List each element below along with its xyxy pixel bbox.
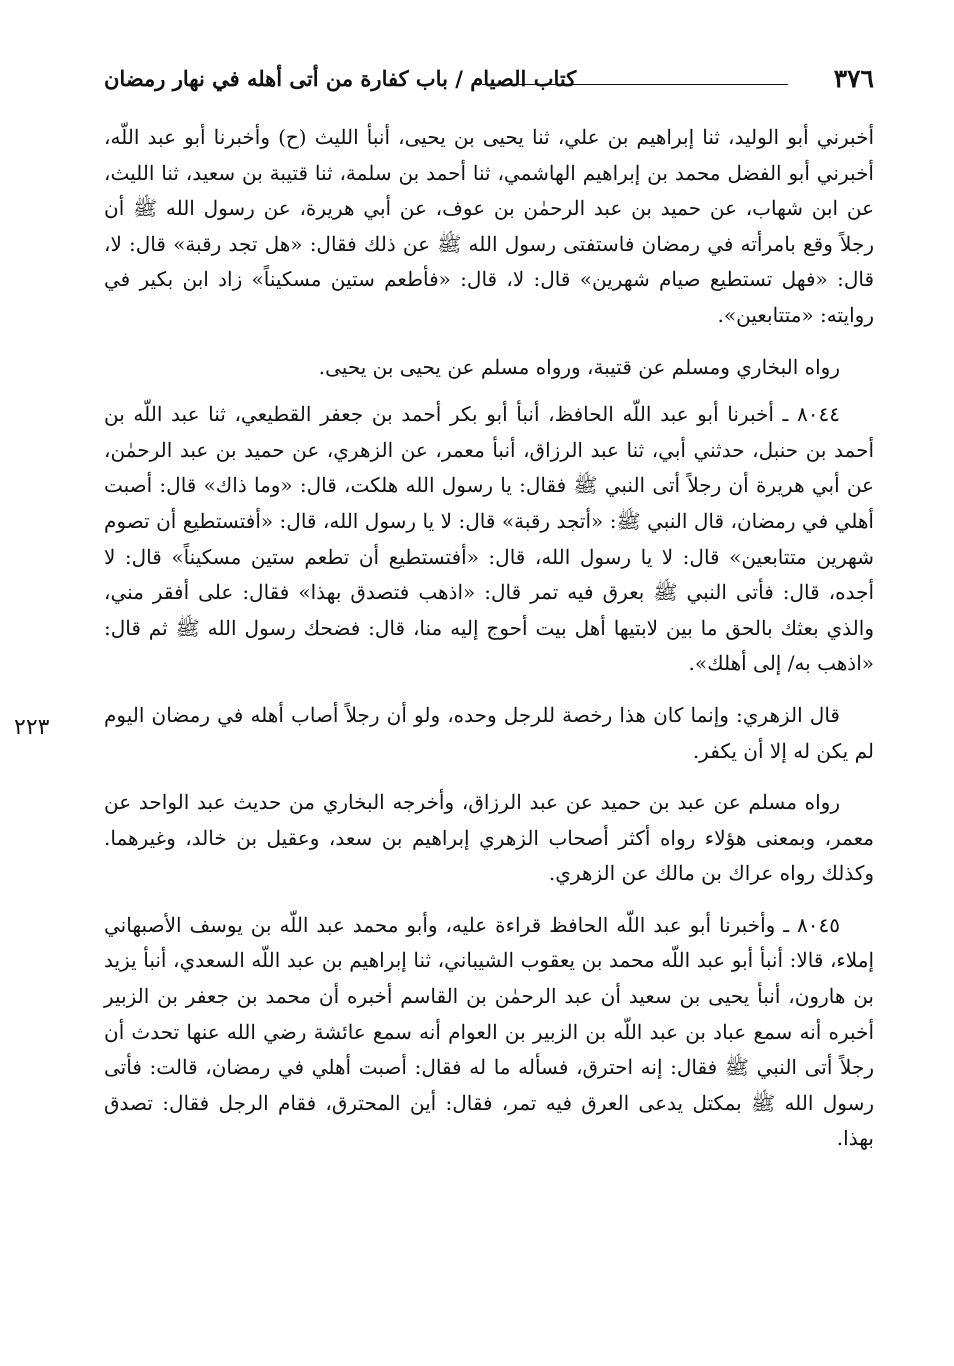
margin-volume-page-note: ٢٢٣ bbox=[14, 715, 50, 740]
paragraph-takhrij-1: رواه البخاري ومسلم عن قتيبة، ورواه مسلم عن يحيى بن يحيى. bbox=[318, 354, 840, 379]
page-number: ٣٧٦ bbox=[833, 64, 874, 93]
page-header bbox=[104, 60, 874, 102]
paragraph-zuhri-note: قال الزهري: وإنما كان هذا رخصة للرجل وحده، ولو أن رجلاً أصاب أهله في رمضان اليوم لم يكن له إلا أن يكفر. bbox=[104, 702, 874, 763]
paragraph-hadith-8044: ٨٠٤٤ ـ أخبرنا أبو عبد اللّه الحافظ، أنبأ أبو بكر أحمد بن جعفر القطيعي، ثنا عبد اللّه بن أحمد بن حنبل، حدثني أبي، ثنا عبد الرزاق، أنبأ معمر، عن الزهري، عن حميد بن عبد الرحمٰن، عن أبي هريرة أن رجلاً أتى النبي ﷺ فقال: يا رسول الله هلكت، قال: «وما ذاك» قال: أصبت أهلي في رمضان، قال النبي ﷺ: «أتجد رقبة» قال: لا يا رسول الله، قال: «أفتستطيع أن تصوم شهرين متتابعين» قال: لا يا رسول الله، قال: «أفتستطيع أن تطعم ستين مسكيناً» قال: لا أجده، قال: فأتى النبي ﷺ بعرق فيه تمر قال: «اذهب فتصدق بهذا» فقال: على أفقر مني، والذي بعثك بالحق ما بين لابتيها أهل بيت أحوج إليه منا، قال: فضحك رسول الله ﷺ ثم قال: «اذهب به/ إلى أهلك». bbox=[104, 402, 874, 676]
body-text bbox=[104, 120, 874, 1173]
paragraph-takhrij-2: رواه مسلم عن عبد بن حميد عن عبد الرزاق، وأخرجه البخاري من حديث عبد الواحد عن معمر، وبمعنى هؤلاء رواه أكثر أصحاب الزهري إبراهيم بن سعد، وعقيل بن خالد، وغيرهما. وكذلك رواه عراك بن مالك عن الزهري. bbox=[104, 790, 874, 886]
paragraph-hadith-8045: ٨٠٤٥ ـ وأخبرنا أبو عبد اللّه الحافظ قراءة عليه، وأبو محمد عبد اللّه بن يوسف الأصبهاني إملاء، قالا: أنبأ أبو عبد اللّه محمد بن يعقوب الشيباني، ثنا إبراهيم بن عبد اللّه السعدي، أنبأ يزيد بن هارون، أنبأ يحيى بن سعيد أن عبد الرحمٰن بن القاسم أخبره أن محمد بن جعفر بن الزبير أخبره أنه سمع عباد بن عبد اللّه بن الزبير بن العوام أنه سمع عائشة رضي الله عنها تحدث أن رجلاً أتى النبي ﷺ فقال: إنه احترق، فسأله ما له فقال: أصبت أهلي في رمضان، قالت: فأتى رسول الله ﷺ بمكتل يدعى العرق فيه تمر، فقال: أين المحترق، فقام الرجل فقال: تصدق بهذا. bbox=[104, 912, 875, 1151]
paragraph-isnad-1: أخبرني أبو الوليد، ثنا إبراهيم بن علي، ثنا يحيى بن يحيى، أنبأ الليث (ح) وأخبرنا أبو عبد اللّه، أخبرني أبو الفضل محمد بن إبراهيم الهاشمي، ثنا أحمد بن سلمة، ثنا قتيبة بن سعيد، ثنا الليث، عن ابن شهاب، عن حميد بن عبد الرحمٰن بن عوف، عن أبي هريرة، عن رسول الله ﷺ أن رجلاً وقع بامرأته في رمضان فاستفتى رسول الله ﷺ عن ذلك فقال: «هل تجد رقبة» قال: لا، قال: «فهل تستطيع صيام شهرين» قال: لا، قال: «فأطعم ستين مسكيناً» زاد ابن بكير في روايته: «متتابعين». bbox=[104, 125, 874, 327]
running-title: كتاب الصيام / باب كفارة من أتى أهله في نهار رمضان bbox=[104, 66, 577, 91]
